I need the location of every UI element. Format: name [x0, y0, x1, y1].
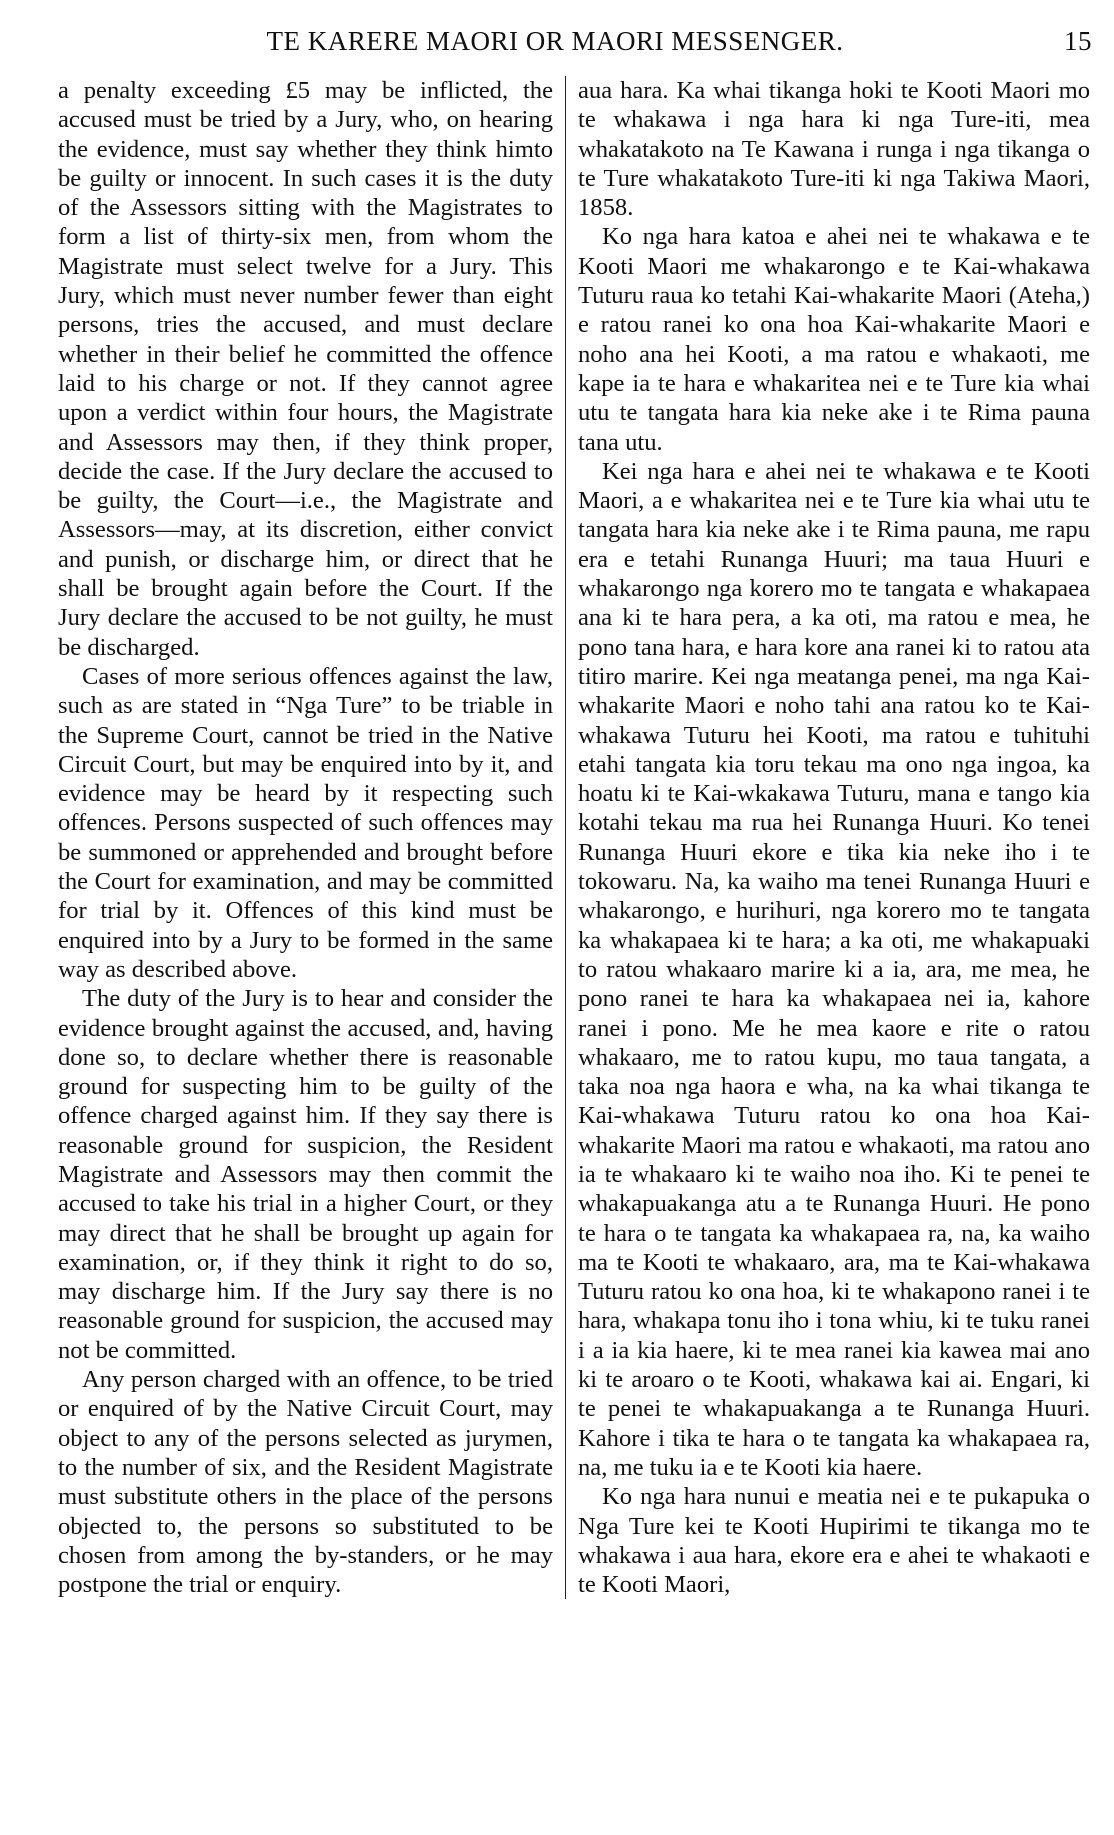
english-paragraph: a penalty exceeding £5 may be inflicted, the accused must be tried by a Jury, who, on hearing the evidence, must say whether they think himto be guilty or innocent. In such cases it is the duty of the Assessors sitting with the Magistrates to form a list of thirty-six men, from whom the Magistrate must select twelve for a Jury. This Jury, which must never number fewer than eight persons, tries the accused, and must declare whether in their belief he committed the offence laid to his charge or not. If they cannot agree upon a verdict within four hours, the Magistrate and Assessors may then, if they think proper, decide the case. If the Jury declare the accused to be guilty, the Court—i.e., the Magistrate and Assessors—may, at its discretion, either convict and punish, or discharge him, or direct that he shall be brought again before the Court. If the Jury declare the accused to be not guilty, he must be discharged.	[58, 77, 553, 661]
english-paragraph: Any person charged with an offence, to be tried or enquired of by the Native Circuit Court, may object to any of the persons selected as jurymen, to the number of six, and the Resident Magistrate must substitute others in the place of the persons objected to, the persons so substituted to be chosen from among the by-standers, or he may postpone the trial or enquiry.	[58, 1366, 553, 1599]
maori-paragraph: Ko nga hara katoa e ahei nei te whakawa e te Kooti Maori me whakarongo e te Kai-whakawa Tuturu raua ko tetahi Kai-whakarite Maori (Ateha,) e ratou ranei ko ona hoa Kai-whakarite Maori e noho ana hei Kooti, a ma ratou e whakaoti, me kape ia te hara e whakaritea nei e te Ture kia whai utu te tangata hara kia neke ake i te Rima pauna tana utu.	[578, 223, 1090, 456]
english-paragraph: The duty of the Jury is to hear and consider the evidence brought against the accused, and, having done so, to declare whether there is reasonable ground for suspecting him to be guilty of the offence charged against him. If they say there is reasonable ground for suspicion, the Resident Magistrate and Assessors may then commit the accused to take his trial in a higher Court, or they may direct that he shall be brought up again for examination, or, if they think it right to do so, may discharge him. If the Jury say there is no reasonable ground for suspicion, the accused may not be committed.	[58, 985, 553, 1364]
text-columns	[58, 76, 1092, 1599]
page-header	[58, 22, 1092, 68]
masthead-title: TE KARERE MAORI OR MAORI MESSENGER.	[266, 26, 844, 56]
english-column	[58, 76, 565, 1599]
maori-paragraph: Kei nga hara e ahei nei te whakawa e te Kooti Maori, a e whakaritea nei e te Ture kia whai utu te tangata hara kia neke ake i te Rima pauna, me rapu era e tetahi Runanga Huuri; ma taua Huuri e whakarongo nga korero mo te tangata e whakapaea ana ki te hara pera, a ka oti, ma ratou e mea, he pono tana hara, e hara kore ana ranei ki to ratou ata titiro marire. Kei nga meatanga penei, ma nga Kai-whakarite Maori e noho tahi ana ratou ko te Kai-whakawa Tuturu hei Kooti, ma ratou e tuhituhi etahi tangata kia toru tekau ma ono nga ingoa, ka hoatu ki te Kai-wkakawa Tuturu, mana e tango kia kotahi tekau ma rua hei Runanga Huuri. Ko tenei Runanga Huuri ekore e tika kia neke iho i te tokowaru. Na, ka waiho ma tenei Runanga Huuri e whakarongo, e hurihuri, nga korero mo te tangata ka whakapaea ki te hara; a ka oti, me whakapuaki to ratou whakaaro marire ki a ia, ara, me mea, he pono ranei te hara ka whakapaea nei ia, kahore ranei i pono. Me he mea kaore e rite o ratou whakaaro, me to ratou kupu, mo taua tangata, a taka noa nga haora e wha, na ka whai tikanga te Kai-whakawa Tuturu ratou ko ona hoa Kai-whakarite Maori ma ratou e whakaoti, ma ratou ano ia te whakaaro ki te waiho noa iho. Ki te penei te whakapuakanga atu a te Runanga Huuri. He pono te hara o te tangata ka whakapaea ra, na, ka waiho ma te Kooti te whakaaro, ara, ma te Kai-whakawa Tuturu ratou ko ona hoa, ki te whakapono ranei i te hara, whakapa tonu iho i tona whiu, ki te tuku ranei i a ia kia haere, ki te mea ranei kia kawea mai ano ki te aroaro o te Kooti, whakawa kai ai. Engari, ki te penei te whakapuakanga a te Runanga Huuri. Kahore i tika te hara o te tangata ka whakapaea ra, na, me tuku ia e te Kooti kia haere.	[578, 457, 1090, 1481]
maori-paragraph: aua hara. Ka whai tikanga hoki te Kooti Maori mo te whakawa i nga hara ki nga Ture-iti, mea whakatakoto na Te Kawana i runga i nga tikanga o te Ture whakatakoto Ture-iti ki nga Takiwa Maori, 1858.	[578, 77, 1090, 222]
maori-paragraph: Ko nga hara nunui e meatia nei e te pukapuka o Nga Ture kei te Kooti Hupirimi te tikanga mo te whakawa i aua hara, ekore era e ahei te whakaoti e te Kooti Maori,	[578, 1483, 1090, 1599]
english-paragraph: Cases of more serious offences against the law, such as are stated in “Nga Ture” to be triable in the Supreme Court, cannot be tried in the Native Circuit Court, but may be enquired into by it, and evidence may be heard by it respecting such offences. Persons suspected of such offences may be summoned or apprehended and brought before the Court for examination, and may be committed for trial by it. Offences of this kind must be enquired into by a Jury to be formed in the same way as described above.	[58, 662, 553, 983]
page-number: 15	[1064, 26, 1092, 56]
maori-column	[566, 76, 1090, 1599]
